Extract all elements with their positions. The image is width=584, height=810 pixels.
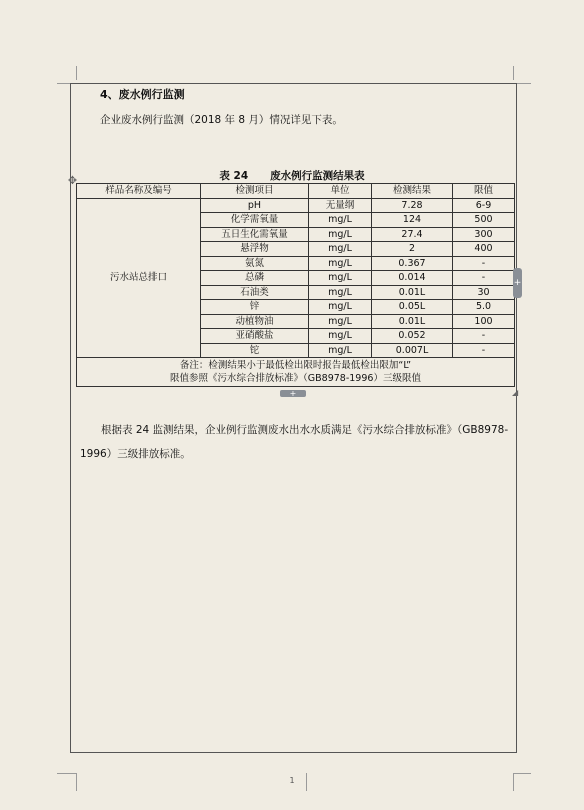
table-note-row (77, 358, 515, 387)
table-note-cell (77, 358, 515, 387)
intro-paragraph: 企业废水例行监测（2018 年 8 月）情况详见下表。 (100, 114, 343, 126)
limit-cell: - (453, 256, 515, 271)
limit-cell: 400 (453, 242, 515, 257)
result-cell: 0.01L (372, 285, 453, 300)
table-number: 表 24 (219, 170, 249, 182)
limit-cell: 30 (453, 285, 515, 300)
unit-cell: mg/L (309, 314, 372, 329)
limit-cell: 500 (453, 213, 515, 228)
result-cell: 0.052 (372, 329, 453, 344)
limit-cell: 300 (453, 227, 515, 242)
item-cell: 石油类 (201, 285, 309, 300)
item-cell: 动植物油 (201, 314, 309, 329)
sample-name-cell: 污水站总排口 (77, 198, 201, 358)
item-cell: 总磷 (201, 271, 309, 286)
unit-cell: mg/L (309, 256, 372, 271)
crop-mark-bl-h (57, 773, 76, 774)
conclusion-paragraph: 根据表 24 监测结果，企业例行监测废水出水水质满足《污水综合排放标准》（GB8978-1996）三级排放标准。 (80, 424, 509, 460)
crop-mark-tl-v (76, 66, 77, 80)
item-cell: pH (201, 198, 309, 213)
unit-cell: mg/L (309, 213, 372, 228)
unit-cell: mg/L (309, 343, 372, 358)
section-heading: 4、废水例行监测 (100, 88, 185, 101)
table-note-line-2: 限值参照《污水综合排放标准》（GB8978-1996）三级限值 (170, 373, 421, 384)
item-cell: 五日生化需氧量 (201, 227, 309, 242)
item-cell: 铊 (201, 343, 309, 358)
unit-cell: mg/L (309, 227, 372, 242)
result-cell: 0.367 (372, 256, 453, 271)
table-row (77, 198, 515, 213)
item-cell: 化学需氧量 (201, 213, 309, 228)
add-column-plus-icon[interactable]: + (513, 268, 522, 298)
result-cell: 0.007L (372, 343, 453, 358)
result-cell: 27.4 (372, 227, 453, 242)
col-header-result: 检测结果 (372, 184, 453, 199)
limit-cell: - (453, 329, 515, 344)
result-cell: 0.014 (372, 271, 453, 286)
col-header-limit: 限值 (453, 184, 515, 199)
crop-mark-tr-v (513, 66, 514, 80)
item-cell: 氨氮 (201, 256, 309, 271)
unit-cell: mg/L (309, 329, 372, 344)
table-resize-handle-icon[interactable]: ◢ (512, 388, 519, 397)
unit-cell: mg/L (309, 300, 372, 315)
page-number: 1 (289, 776, 295, 785)
limit-cell: - (453, 271, 515, 286)
item-cell: 亚硝酸盐 (201, 329, 309, 344)
unit-cell: 无量纲 (309, 198, 372, 213)
add-row-plus-icon[interactable]: + (280, 390, 306, 397)
table-move-handle-icon[interactable]: ✥ (67, 174, 78, 187)
col-header-item: 检测项目 (201, 184, 309, 199)
item-cell: 悬浮物 (201, 242, 309, 257)
result-cell: 7.28 (372, 198, 453, 213)
limit-cell: - (453, 343, 515, 358)
table-caption (0, 168, 584, 183)
result-cell: 0.01L (372, 314, 453, 329)
crop-mark-tl-h (57, 83, 71, 84)
result-cell: 0.05L (372, 300, 453, 315)
table-note-line-1: 备注：检测结果小于最低检出限时报告最低检出限加“L” (179, 360, 412, 371)
limit-cell: 6-9 (453, 198, 515, 213)
item-cell: 锌 (201, 300, 309, 315)
unit-cell: mg/L (309, 285, 372, 300)
col-header-sample: 样品名称及编号 (77, 184, 201, 199)
col-header-unit: 单位 (309, 184, 372, 199)
unit-cell: mg/L (309, 242, 372, 257)
limit-cell: 100 (453, 314, 515, 329)
crop-mark-tr-h (517, 83, 531, 84)
result-cell: 124 (372, 213, 453, 228)
result-cell: 2 (372, 242, 453, 257)
unit-cell: mg/L (309, 271, 372, 286)
monitoring-table (76, 183, 515, 387)
table-title: 废水例行监测结果表 (270, 170, 365, 182)
table-header-row (77, 184, 515, 199)
crop-mark-br-h (513, 773, 531, 774)
limit-cell: 5.0 (453, 300, 515, 315)
